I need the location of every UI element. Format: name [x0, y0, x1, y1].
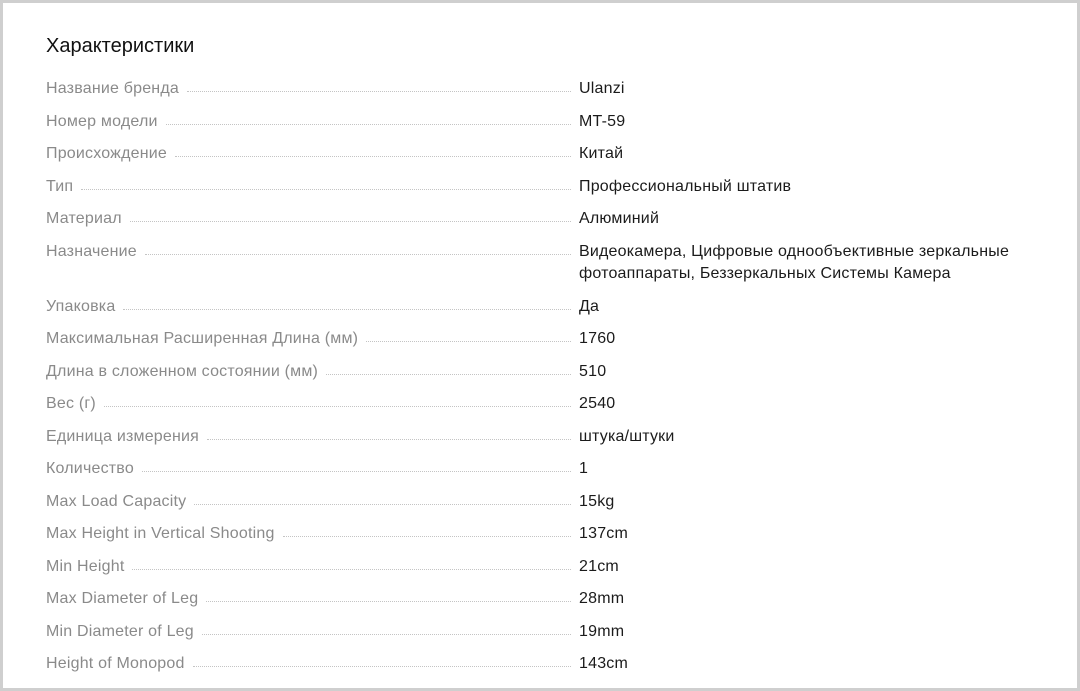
spec-row-purpose [46, 240, 1046, 295]
spec-label: Название бренда [46, 80, 179, 97]
spec-label: Max Diameter of Leg [46, 590, 199, 607]
spec-row-max-load [46, 490, 1046, 523]
spec-row-brand [46, 77, 1046, 110]
spec-row-max-leg-diameter [46, 587, 1046, 620]
spec-value: 21cm [579, 557, 619, 575]
spec-row-weight [46, 392, 1046, 425]
spec-label: Min Diameter of Leg [46, 622, 194, 640]
dotted-leader [283, 522, 571, 537]
dotted-leader [175, 142, 571, 157]
dotted-leader [206, 587, 571, 602]
spec-value: Алюминий [579, 210, 660, 227]
spec-row-monopod-height [46, 652, 1046, 685]
dotted-leader [326, 360, 571, 375]
dotted-leader [81, 175, 571, 190]
spec-label: Номер модели [46, 112, 158, 130]
spec-row-quantity [46, 457, 1046, 490]
dotted-leader [104, 392, 571, 407]
spec-row-min-height [46, 555, 1046, 588]
spec-value: 19mm [579, 622, 625, 640]
spec-value: 137cm [579, 525, 629, 542]
spec-row-min-leg-diameter [46, 620, 1046, 653]
spec-value: 15kg [579, 492, 615, 510]
spec-value: Китай [579, 145, 624, 162]
spec-value: 510 [579, 362, 607, 380]
spec-label: Упаковка [46, 297, 116, 315]
spec-value: 143cm [579, 655, 629, 672]
dotted-leader [202, 620, 571, 635]
spec-value: 28mm [579, 590, 625, 607]
spec-row-packaging [46, 295, 1046, 328]
dotted-leader [132, 555, 571, 570]
dotted-leader [193, 652, 571, 667]
spec-value: 2540 [579, 395, 616, 412]
spec-row-max-extended-length [46, 327, 1046, 360]
spec-row-origin [46, 142, 1046, 175]
spec-label: Происхождение [46, 145, 167, 162]
spec-label: Height of Monopod [46, 655, 185, 672]
spec-value: штука/штуки [579, 427, 675, 445]
spec-value: Профессиональный штатив [579, 177, 792, 195]
spec-value: 1760 [579, 330, 616, 347]
spec-label: Максимальная Расширенная Длина (мм) [46, 330, 359, 347]
spec-label: Количество [46, 460, 134, 477]
dotted-leader [123, 295, 571, 310]
spec-label: Длина в сложенном состоянии (мм) [46, 362, 319, 380]
dotted-leader [194, 490, 571, 505]
spec-row-material [46, 207, 1046, 240]
dotted-leader [166, 110, 571, 125]
spec-row-max-height-vertical [46, 522, 1046, 555]
spec-label: Max Load Capacity [46, 492, 187, 510]
spec-label: Вес (г) [46, 395, 96, 412]
dotted-leader [207, 425, 571, 440]
spec-row-type [46, 175, 1046, 208]
spec-label: Max Height in Vertical Shooting [46, 525, 275, 542]
spec-value: 1 [579, 460, 589, 477]
dotted-leader [366, 327, 571, 342]
spec-label: Единица измерения [46, 427, 200, 445]
spec-label: Назначение [46, 242, 137, 260]
dotted-leader [187, 77, 571, 92]
spec-value: Да [579, 297, 600, 315]
spec-row-folded-length [46, 360, 1046, 393]
dotted-leader [145, 240, 571, 255]
spec-value: Видеокамера, Цифровые однообъективные зеркальные фотоаппараты, Беззеркальных Системы Камера [579, 242, 1010, 282]
section-title: Характеристики [46, 35, 195, 57]
spec-value: Ulanzi [579, 80, 625, 97]
dotted-leader [130, 207, 571, 222]
spec-label: Материал [46, 210, 122, 227]
spec-value: MT-59 [579, 112, 626, 130]
spec-row-unit [46, 425, 1046, 458]
specs-list [46, 77, 1046, 685]
spec-label: Min Height [46, 557, 125, 575]
spec-label: Тип [46, 177, 74, 195]
spec-row-model [46, 110, 1046, 143]
dotted-leader [142, 457, 571, 472]
